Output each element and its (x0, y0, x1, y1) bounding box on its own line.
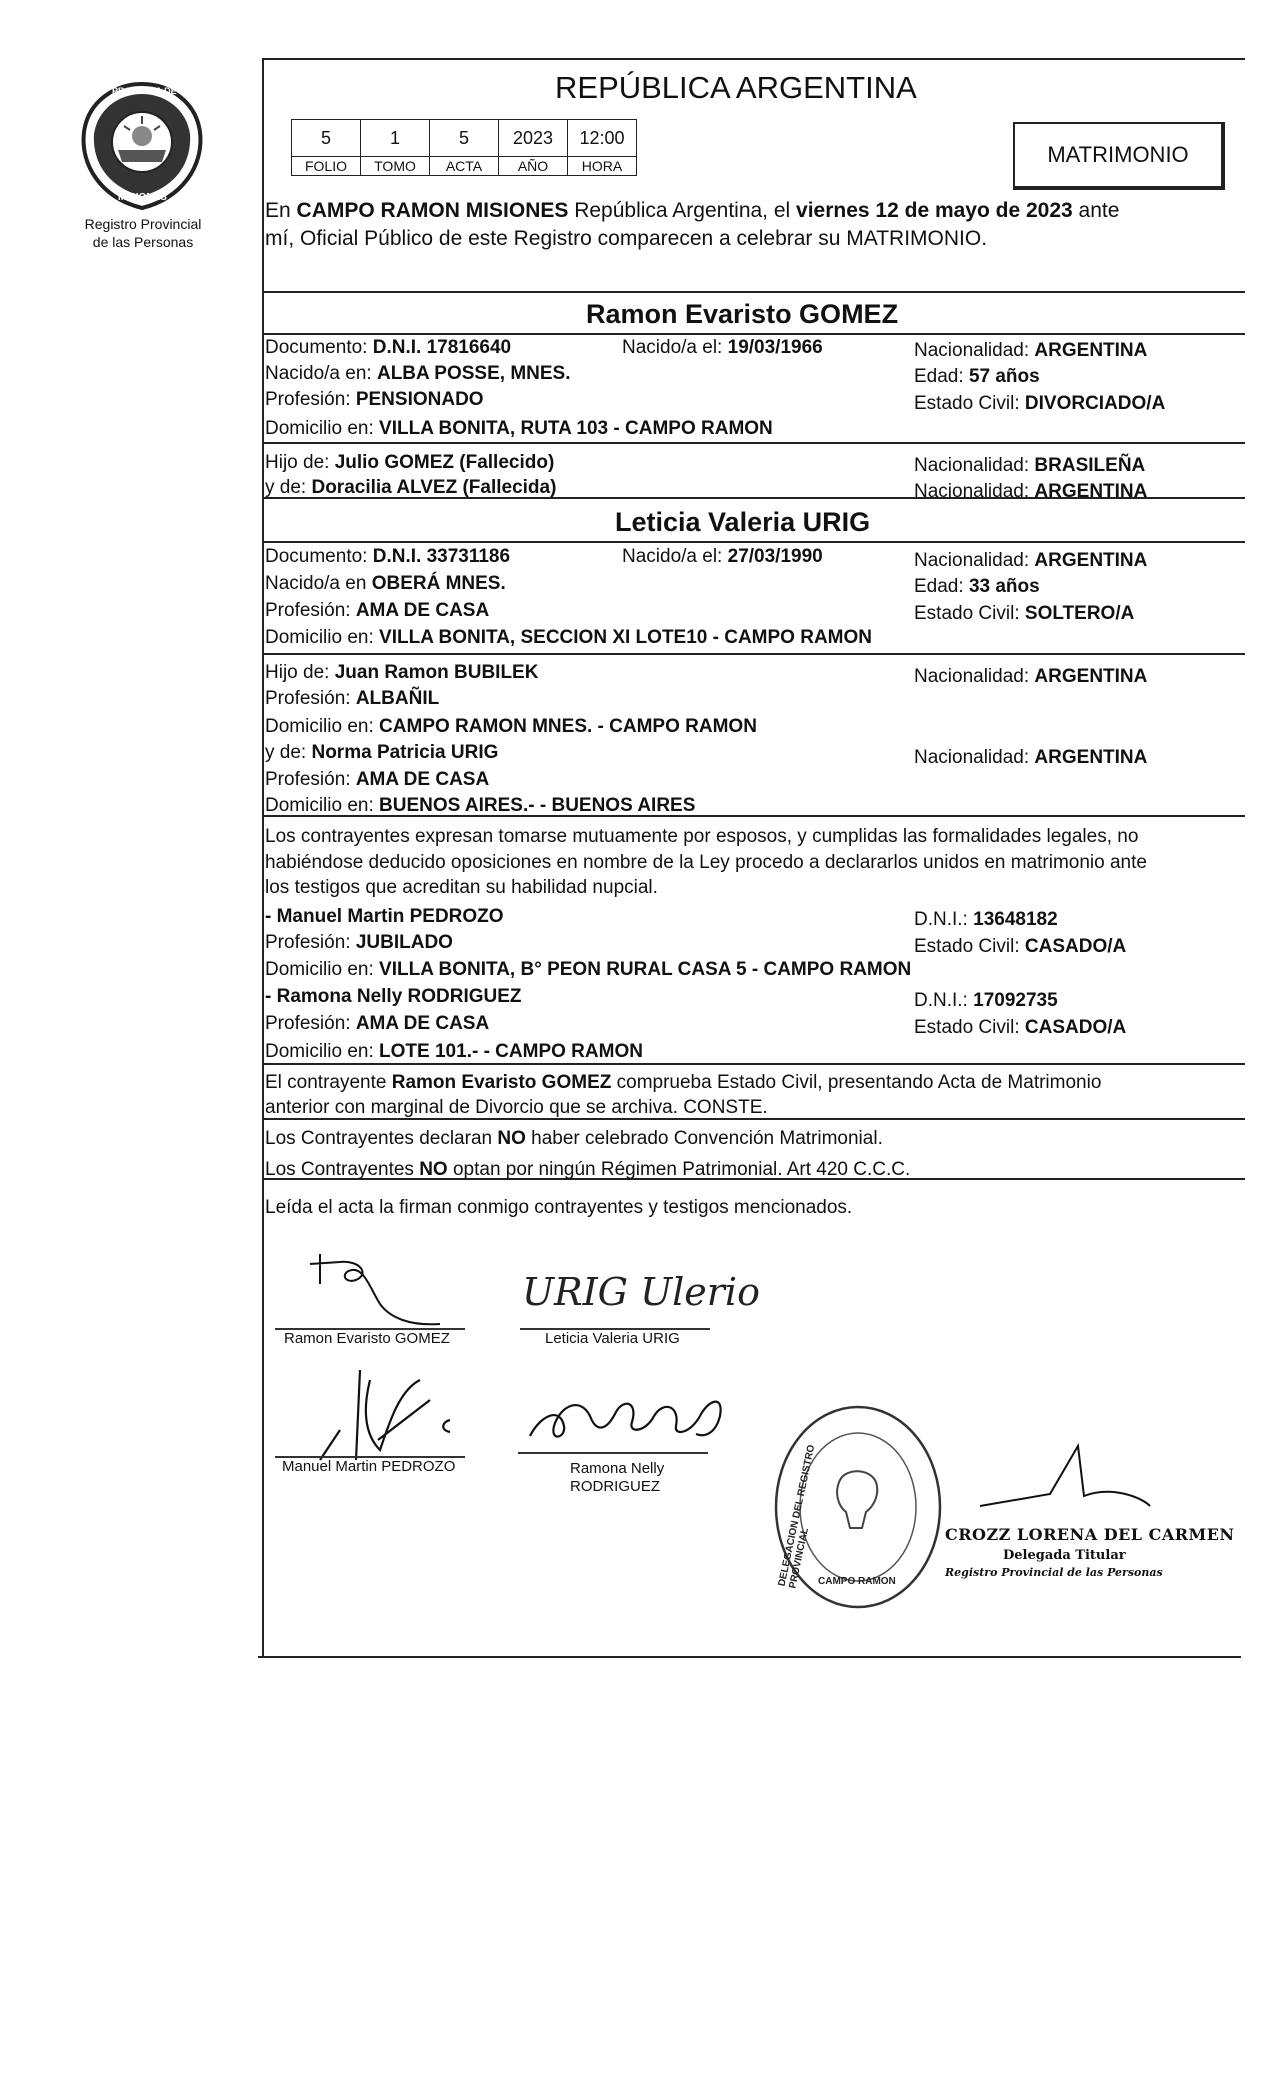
year-value: 2023 (499, 120, 568, 157)
bride-father-nationality: Nacionalidad: ARGENTINA (914, 666, 1148, 687)
witness2-signature-label-2: RODRIGUEZ (570, 1478, 660, 1495)
registry-stamp (770, 1402, 945, 1612)
groom-address: Domicilio en: VILLA BONITA, RUTA 103 - CAMPO RAMON (265, 418, 773, 439)
witness2-civil: Estado Civil: CASADO/A (914, 1017, 1127, 1038)
bride-father-profession: Profesión: ALBAÑIL (265, 688, 440, 709)
groom-mother-nationality: Nacionalidad: ARGENTINA (914, 481, 1148, 502)
intro-line2: mí, Oficial Público de este Registro comparecen a celebrar su MATRIMONIO. (265, 227, 988, 250)
stamp-bottom-text: CAMPO RAMON (818, 1576, 896, 1587)
registry-logo (78, 80, 206, 212)
intro-place: CAMPO RAMON MISIONES (296, 199, 569, 222)
groom-signature-label: Ramon Evaristo GOMEZ (284, 1330, 450, 1347)
bride-birthplace: Nacido/a en OBERÁ MNES. (265, 573, 506, 594)
witness2-profession: Profesión: AMA DE CASA (265, 1013, 490, 1034)
bride-mother-address: Domicilio en: BUENOS AIRES.- - BUENOS AIRES (265, 795, 696, 816)
official-org: Registro Provincial de las Personas (945, 1566, 1163, 1579)
top-border (262, 58, 1245, 60)
bride-mother-profession: Profesión: AMA DE CASA (265, 769, 490, 790)
groom-profession: Profesión: PENSIONADO (265, 389, 484, 410)
witness1-signature-icon (300, 1360, 460, 1470)
witness2-name: - Ramona Nelly RODRIGUEZ (265, 986, 522, 1007)
groom-civil: Estado Civil: DIVORCIADO/A (914, 393, 1166, 414)
bride-born: Nacido/a el: 27/03/1990 (622, 546, 823, 567)
witness1-address: Domicilio en: VILLA BONITA, B° PEON RURAL CASA 5 - CAMPO RAMON (265, 959, 912, 980)
record-meta-table (291, 119, 637, 176)
witness2-signature-label-1: Ramona Nelly (570, 1460, 665, 1477)
bottom-border (258, 1656, 1241, 1658)
intro-date: viernes 12 de mayo de 2023 (796, 199, 1073, 222)
record-type-box (1013, 122, 1225, 190)
divider-intro (262, 291, 1245, 293)
acta-value: 5 (430, 120, 499, 157)
bride-handwriting: URIG Ulerio (522, 1270, 760, 1314)
stamp-text: DELEGACION DEL REGISTRO PROVINCIAL (776, 1443, 818, 1590)
folio-label: FOLIO (292, 157, 361, 176)
declaration-line3: los testigos que acreditan su habilidad nupcial. (265, 877, 658, 898)
bride-signature-label: Leticia Valeria URIG (545, 1330, 680, 1347)
witness2-address: Domicilio en: LOTE 101.- - CAMPO RAMON (265, 1041, 643, 1062)
witness2-signature-line (518, 1452, 708, 1454)
bride-mother-nationality: Nacionalidad: ARGENTINA (914, 747, 1148, 768)
registry-caption-2: de las Personas (92, 234, 194, 250)
divider-groom-name (262, 333, 1245, 335)
tomo-label: TOMO (361, 157, 430, 176)
year-label: AÑO (499, 157, 568, 176)
official-signature-icon (970, 1436, 1160, 1516)
bride-nationality: Nacionalidad: ARGENTINA (914, 550, 1148, 571)
seal-text-top: PROVINCIA DE (112, 86, 177, 96)
groom-mother: y de: Doracilia ALVEZ (Fallecida) (265, 477, 557, 498)
seal-text-bottom: MISIONES (118, 192, 167, 203)
divider-bride-name (262, 541, 1245, 543)
note-line2: anterior con marginal de Divorcio que se archiva. CONSTE. (265, 1097, 768, 1118)
convention-line1: Los Contrayentes declaran NO haber celebrado Convención Matrimonial. (265, 1128, 883, 1149)
bride-name: Leticia Valeria URIG (615, 507, 871, 537)
witness1-signature-label: Manuel Martin PEDROZO (282, 1458, 456, 1475)
intro-line1: En CAMPO RAMON MISIONES República Argentina, el viernes 12 de mayo de 2023 ante (265, 199, 1120, 222)
groom-birthplace: Nacido/a en: ALBA POSSE, MNES. (265, 363, 571, 384)
left-border (262, 58, 264, 1658)
bride-mother: y de: Norma Patricia URIG (265, 742, 499, 763)
groom-nationality: Nacionalidad: ARGENTINA (914, 340, 1148, 361)
groom-age: Edad: 57 años (914, 366, 1040, 387)
groom-born: Nacido/a el: 19/03/1966 (622, 337, 823, 358)
page-title: REPÚBLICA ARGENTINA (555, 70, 917, 105)
official-title: Delegada Titular (1003, 1548, 1126, 1563)
bride-civil: Estado Civil: SOLTERO/A (914, 603, 1135, 624)
convention-line2: Los Contrayentes NO optan por ningún Régimen Patrimonial. Art 420 C.C.C. (265, 1159, 911, 1180)
witness2-signature-icon (520, 1376, 740, 1456)
note-line1: El contrayente Ramon Evaristo GOMEZ comprueba Estado Civil, presentando Acta de Matrimonio (265, 1072, 1102, 1093)
witness1-name: - Manuel Martin PEDROZO (265, 906, 504, 927)
groom-name: Ramon Evaristo GOMEZ (586, 299, 899, 329)
divider-bride-parents (262, 653, 1245, 655)
witness2-dni: D.N.I.: 17092735 (914, 990, 1058, 1011)
bride-age: Edad: 33 años (914, 576, 1040, 597)
bride-father-address: Domicilio en: CAMPO RAMON MNES. - CAMPO RAMON (265, 716, 757, 737)
groom-doc: Documento: D.N.I. 17816640 (265, 337, 512, 358)
closing-text: Leída el acta la firman conmigo contrayentes y testigos mencionados. (265, 1197, 853, 1218)
witness1-civil: Estado Civil: CASADO/A (914, 936, 1127, 957)
tomo-value: 1 (361, 120, 430, 157)
registry-caption-1: Registro Provincial (84, 216, 202, 232)
acta-label: ACTA (430, 157, 499, 176)
time-value: 12:00 (568, 120, 637, 157)
divider-note (262, 1063, 1245, 1065)
witness1-dni: D.N.I.: 13648182 (914, 909, 1058, 930)
record-type: MATRIMONIO (1047, 142, 1189, 167)
declaration-line1: Los contrayentes expresan tomarse mutuamente por esposos, y cumplidas las formalidades legales, no (265, 826, 1139, 847)
folio-value: 5 (292, 120, 361, 157)
bride-doc: Documento: D.N.I. 33731186 (265, 546, 511, 567)
groom-father: Hijo de: Julio GOMEZ (Fallecido) (265, 452, 555, 473)
bride-profession: Profesión: AMA DE CASA (265, 600, 490, 621)
witness1-profession: Profesión: JUBILADO (265, 932, 453, 953)
official-name: CROZZ LORENA DEL CARMEN (945, 1525, 1235, 1544)
time-label: HORA (568, 157, 637, 176)
bride-address: Domicilio en: VILLA BONITA, SECCION XI LOTE10 - CAMPO RAMON (265, 627, 873, 648)
divider-groom-parents (262, 442, 1245, 444)
groom-signature-icon (300, 1244, 460, 1332)
declaration-line2: habiéndose deducido oposiciones en nombre de la Ley procedo a declararlos unidos en matrimonio ante (265, 852, 1147, 873)
bride-father: Hijo de: Juan Ramon BUBILEK (265, 662, 539, 683)
groom-father-nationality: Nacionalidad: BRASILEÑA (914, 455, 1146, 476)
